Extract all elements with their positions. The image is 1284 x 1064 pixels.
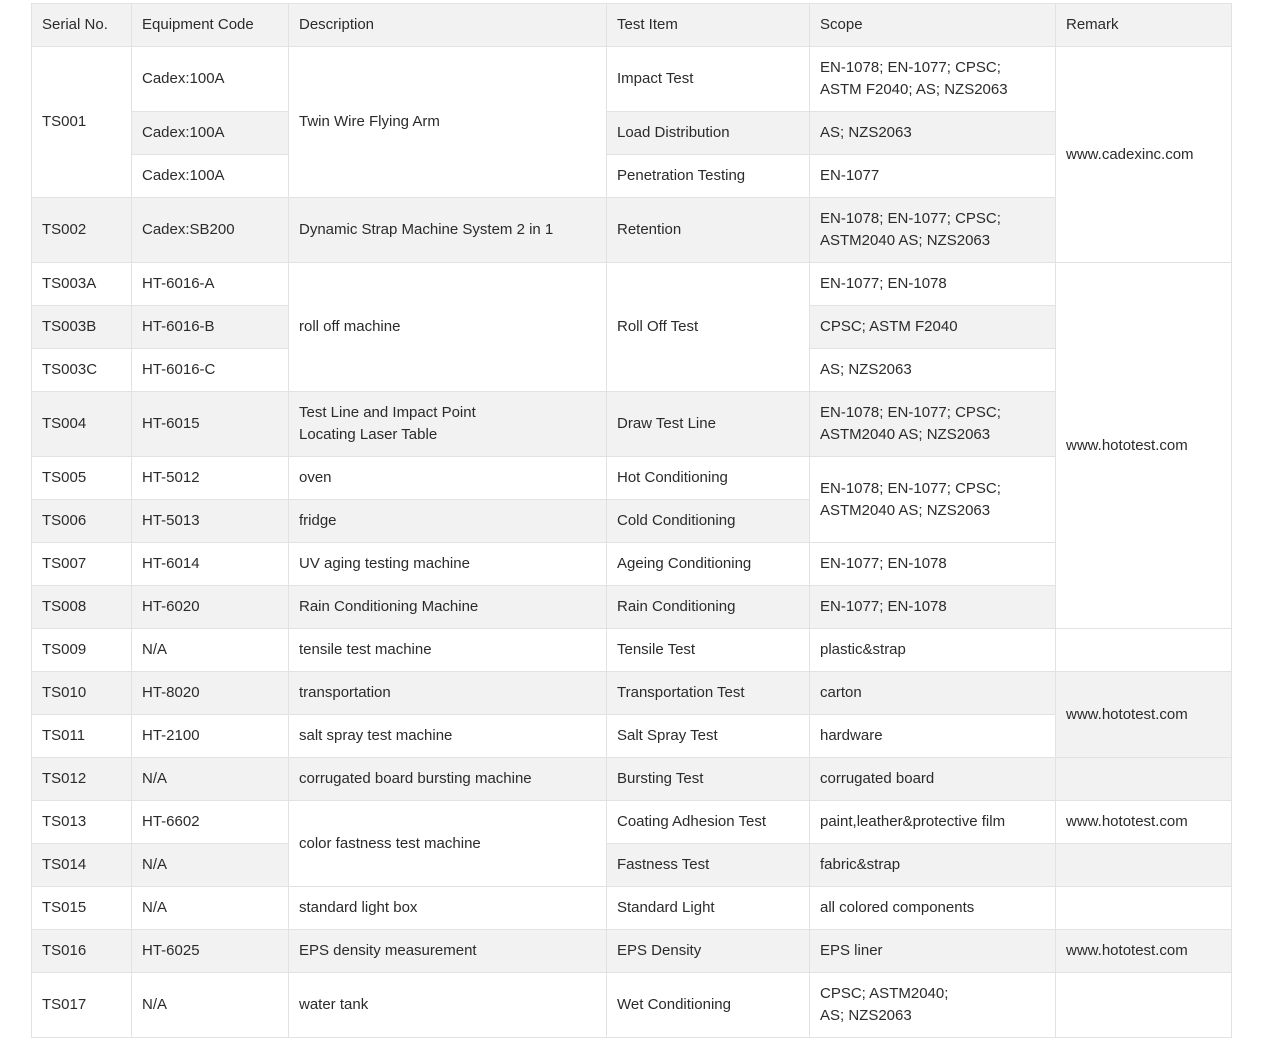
table-row	[32, 392, 1232, 457]
remark-cell: www.hototest.com	[1056, 930, 1232, 973]
test-item-cell: Transportation Test	[607, 672, 810, 715]
equipment-table	[31, 3, 1232, 1038]
description-cell	[289, 47, 607, 198]
equipment-code-cell: HT-6602	[132, 801, 289, 844]
serial-cell: TS015	[32, 887, 132, 930]
header-equipment-code: Equipment Code	[132, 4, 289, 47]
equipment-code-cell: Cadex:SB200	[132, 198, 289, 263]
description-cell: water tank	[289, 973, 607, 1038]
equipment-code-cell: HT-5013	[132, 500, 289, 543]
table-row	[32, 930, 1232, 973]
test-item-cell: Impact Test	[607, 47, 810, 112]
remark-cell: www.hototest.com	[1056, 801, 1232, 844]
table-row	[32, 629, 1232, 672]
scope-cell: corrugated board	[810, 758, 1056, 801]
scope-text: CPSC; ASTM2040; AS; NZS2063	[820, 985, 949, 1024]
table-row	[32, 973, 1232, 1038]
scope-cell: paint,leather&protective film	[810, 801, 1056, 844]
scope-cell	[810, 457, 1056, 543]
description-cell: tensile test machine	[289, 629, 607, 672]
header-serial-no: Serial No.	[32, 4, 132, 47]
scope-cell: EN-1077; EN-1078	[810, 586, 1056, 629]
scope-cell: fabric&strap	[810, 844, 1056, 887]
description-cell: corrugated board bursting machine	[289, 758, 607, 801]
description-text: Twin Wire Flying Arm	[299, 113, 440, 130]
description-cell: transportation	[289, 672, 607, 715]
scope-cell: EPS liner	[810, 930, 1056, 973]
test-item-cell: Draw Test Line	[607, 392, 810, 457]
test-item-cell: Salt Spray Test	[607, 715, 810, 758]
equipment-code-cell: HT-6016-C	[132, 349, 289, 392]
scope-cell: AS; NZS2063	[810, 349, 1056, 392]
scope-cell: carton	[810, 672, 1056, 715]
scope-cell: CPSC; ASTM F2040	[810, 306, 1056, 349]
remark-cell: www.hototest.com	[1056, 263, 1232, 629]
scope-cell: all colored components	[810, 887, 1056, 930]
test-item-cell: Rain Conditioning	[607, 586, 810, 629]
serial-cell: TS007	[32, 543, 132, 586]
serial-cell: TS016	[32, 930, 132, 973]
equipment-code-cell: HT-6015	[132, 392, 289, 457]
description-cell: color fastness test machine	[289, 801, 607, 887]
scope-text: EN-1078; EN-1077; CPSC; ASTM2040 AS; NZS2063	[820, 479, 1001, 519]
serial-cell: TS017	[32, 973, 132, 1038]
table-row	[32, 715, 1232, 758]
serial-cell: TS013	[32, 801, 132, 844]
scope-cell: AS; NZS2063	[810, 112, 1056, 155]
serial-cell: TS004	[32, 392, 132, 457]
table-row	[32, 543, 1232, 586]
table-row	[32, 155, 1232, 198]
scope-text: EN-1078; EN-1077; CPSC; ASTM F2040; AS; NZS2063	[820, 59, 1008, 98]
serial-cell: TS006	[32, 500, 132, 543]
scope-cell: EN-1077; EN-1078	[810, 263, 1056, 306]
serial-cell: TS011	[32, 715, 132, 758]
equipment-code-cell: N/A	[132, 973, 289, 1038]
serial-cell: TS003C	[32, 349, 132, 392]
test-item-cell: Hot Conditioning	[607, 457, 810, 500]
equipment-code-cell: HT-2100	[132, 715, 289, 758]
test-item-cell: Retention	[607, 198, 810, 263]
scope-cell	[810, 198, 1056, 263]
equipment-code-cell: Cadex:100A	[132, 112, 289, 155]
test-item-cell: Wet Conditioning	[607, 973, 810, 1038]
description-cell: salt spray test machine	[289, 715, 607, 758]
scope-text: EN-1078; EN-1077; CPSC; ASTM2040 AS; NZS2063	[820, 404, 1001, 443]
serial-cell: TS009	[32, 629, 132, 672]
scope-cell	[810, 392, 1056, 457]
description-cell: standard light box	[289, 887, 607, 930]
description-cell: Rain Conditioning Machine	[289, 586, 607, 629]
serial-cell: TS005	[32, 457, 132, 500]
remark-cell: www.hototest.com	[1056, 672, 1232, 758]
test-item-cell: Standard Light	[607, 887, 810, 930]
equipment-code-cell: N/A	[132, 844, 289, 887]
test-item-cell: Tensile Test	[607, 629, 810, 672]
header-row	[32, 4, 1232, 47]
test-item-cell: Load Distribution	[607, 112, 810, 155]
equipment-code-cell: N/A	[132, 887, 289, 930]
scope-cell: hardware	[810, 715, 1056, 758]
scope-cell: EN-1077; EN-1078	[810, 543, 1056, 586]
description-cell: oven	[289, 457, 607, 500]
description-cell: roll off machine	[289, 263, 607, 392]
test-item-cell: Ageing Conditioning	[607, 543, 810, 586]
table-row	[32, 758, 1232, 801]
test-item-cell: Bursting Test	[607, 758, 810, 801]
header-test-item: Test Item	[607, 4, 810, 47]
table-row	[32, 198, 1232, 263]
equipment-code-cell: N/A	[132, 758, 289, 801]
equipment-code-cell: N/A	[132, 629, 289, 672]
serial-cell: TS003B	[32, 306, 132, 349]
serial-cell: TS008	[32, 586, 132, 629]
table-row	[32, 586, 1232, 629]
serial-cell: TS010	[32, 672, 132, 715]
remark-cell	[1056, 887, 1232, 930]
description-cell: Dynamic Strap Machine System 2 in 1	[289, 198, 607, 263]
serial-cell: TS003A	[32, 263, 132, 306]
header-description: Description	[289, 4, 607, 47]
equipment-code-cell: Cadex:100A	[132, 47, 289, 112]
test-item-cell: Penetration Testing	[607, 155, 810, 198]
equipment-code-cell: HT-6016-B	[132, 306, 289, 349]
table-row	[32, 457, 1232, 500]
scope-cell: plastic&strap	[810, 629, 1056, 672]
equipment-code-cell: HT-8020	[132, 672, 289, 715]
description-cell: EPS density measurement	[289, 930, 607, 973]
test-item-cell: Cold Conditioning	[607, 500, 810, 543]
serial-cell: TS002	[32, 198, 132, 263]
header-remark: Remark	[1056, 4, 1232, 47]
remark-cell	[1056, 973, 1232, 1038]
serial-cell: TS012	[32, 758, 132, 801]
table-row	[32, 263, 1232, 306]
scope-text: EN-1078; EN-1077; CPSC; ASTM2040 AS; NZS2063	[820, 210, 1001, 249]
test-item-cell: Coating Adhesion Test	[607, 801, 810, 844]
serial-cell: TS014	[32, 844, 132, 887]
description-cell: UV aging testing machine	[289, 543, 607, 586]
test-item-cell: Fastness Test	[607, 844, 810, 887]
table-row	[32, 672, 1232, 715]
equipment-code-cell: HT-6025	[132, 930, 289, 973]
scope-cell	[810, 47, 1056, 112]
equipment-code-cell: HT-6016-A	[132, 263, 289, 306]
scope-cell: EN-1077	[810, 155, 1056, 198]
equipment-code-cell: HT-6020	[132, 586, 289, 629]
table-row	[32, 112, 1232, 155]
remark-cell	[1056, 844, 1232, 887]
equipment-code-cell: Cadex:100A	[132, 155, 289, 198]
description-cell: fridge	[289, 500, 607, 543]
remark-cell	[1056, 629, 1232, 672]
table-row	[32, 844, 1232, 887]
serial-cell: TS001	[32, 47, 132, 198]
equipment-code-cell: HT-6014	[132, 543, 289, 586]
table-row	[32, 801, 1232, 844]
test-item-cell: Roll Off Test	[607, 263, 810, 392]
remark-cell: www.cadexinc.com	[1056, 47, 1232, 263]
test-item-cell: EPS Density	[607, 930, 810, 973]
table-row	[32, 47, 1232, 112]
table-row	[32, 887, 1232, 930]
header-scope: Scope	[810, 4, 1056, 47]
description-cell	[289, 392, 607, 457]
scope-cell	[810, 973, 1056, 1038]
remark-cell	[1056, 758, 1232, 801]
equipment-code-cell: HT-5012	[132, 457, 289, 500]
description-text: Test Line and Impact Point Locating Laser Table	[299, 404, 476, 443]
